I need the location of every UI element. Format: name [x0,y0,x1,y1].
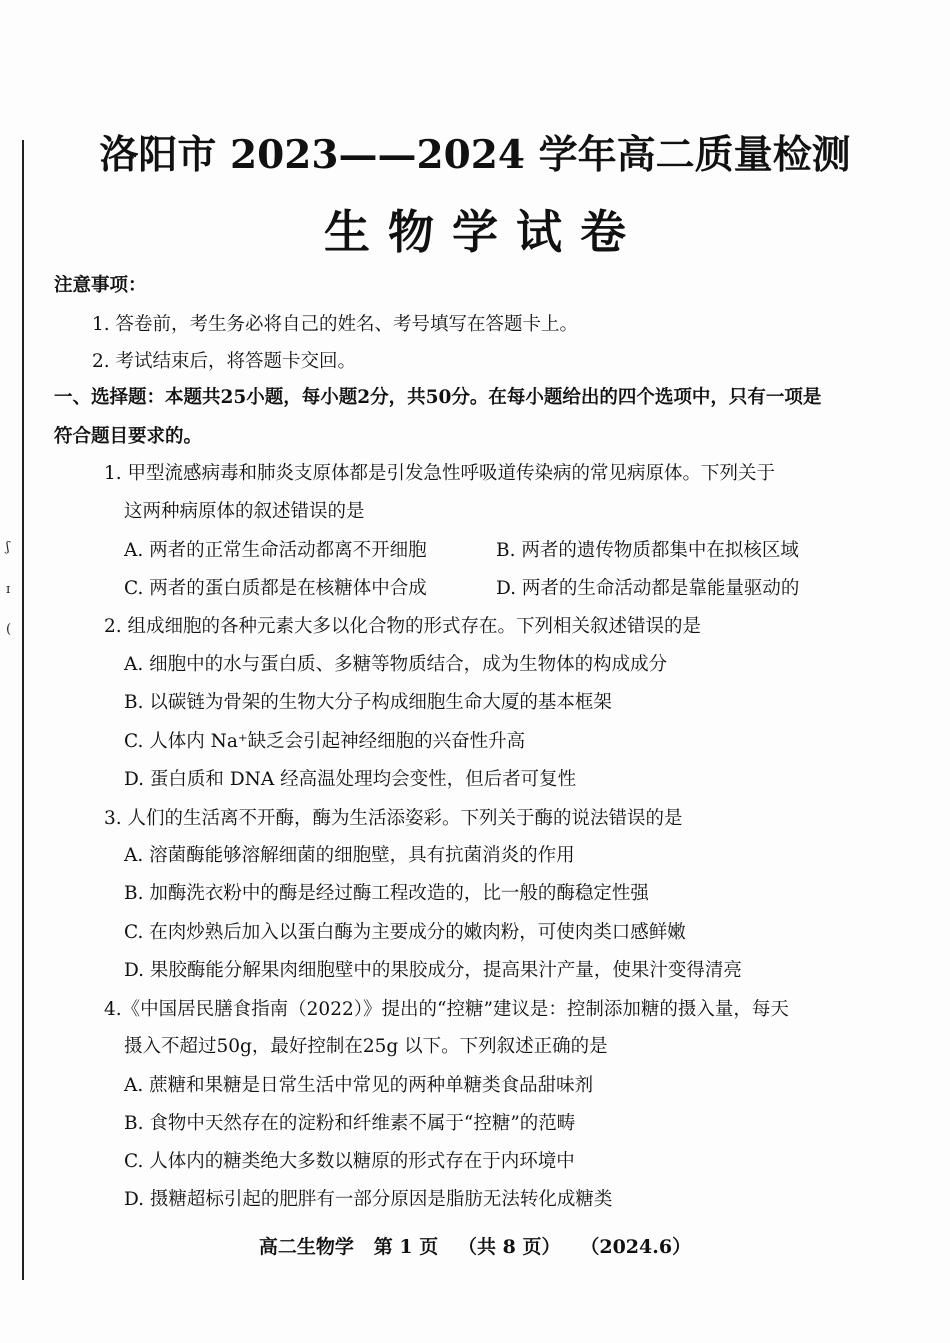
question-1-option-b: B. 两者的遗传物质都集中在拟核区域 [496,540,799,561]
question-4-option-d: D. 摄糖超标引起的肥胖有一部分原因是脂肪无法转化成糖类 [124,1189,613,1210]
page-footer: 高二生物学 第 1 页 （共 8 页） （2024.6） [258,1236,692,1258]
binding-line [22,140,24,1280]
question-2-option-b: B. 以碳链为骨架的生物大分子构成细胞生命大厦的基本框架 [124,692,612,713]
question-1-option-d: D. 两者的生命活动都是靠能量驱动的 [496,578,800,599]
notice-item: 2. 考试结束后，将答题卡交回。 [92,351,357,372]
question-4-stem: 4.《中国居民膳食指南（2022）》提出的“控糖”建议是：控制添加糖的摄入量，每天 [104,999,789,1020]
section-instruction: 一、选择题：本题共25小题，每小题2分，共50分。在每小题给出的四个选项中，只有一项是 [54,387,822,408]
question-3-option-d: D. 果胶酶能分解果肉细胞壁中的果胶成分，提高果汁产量，使果汁变得清亮 [124,960,742,981]
question-3-stem: 3. 人们的生活离不开酶，酶为生活添姿彩。下列关于酶的说法错误的是 [104,808,683,829]
section-instruction: 符合题目要求的。 [54,426,203,447]
notice-item: 1. 答卷前，考生务必将自己的姓名、考号填写在答题卡上。 [92,314,579,335]
question-1-option-a: A. 两者的正常生命活动都离不开细胞 [124,540,427,561]
binding-mark: ɪ [6,582,11,597]
question-2-stem: 2. 组成细胞的各种元素大多以化合物的形式存在。下列相关叙述错误的是 [104,616,702,637]
binding-mark: ( [6,622,12,637]
question-2-option-d: D. 蛋白质和 DNA 经高温处理均会变性，但后者可复性 [124,769,577,790]
question-4-option-b: B. 食物中天然存在的淀粉和纤维素不属于“控糖”的范畴 [124,1113,576,1134]
question-3-option-a: A. 溶菌酶能够溶解细菌的细胞壁，具有抗菌消炎的作用 [124,845,575,866]
exam-subject-title: 生物学试卷 [324,205,644,259]
question-1-stem: 这两种病原体的叙述错误的是 [124,501,365,522]
question-4-option-c: C. 人体内的糖类绝大多数以糖原的形式存在于内环境中 [124,1151,575,1172]
binding-mark: ʃ [6,540,10,555]
question-2-option-a: A. 细胞中的水与蛋白质、多糖等物质结合，成为生物体的构成成分 [124,654,668,675]
question-4-option-a: A. 蔗糖和果糖是日常生活中常见的两种单糖类食品甜味剂 [124,1075,594,1096]
question-4-stem: 摄入不超过50g，最好控制在25g 以下。下列叙述正确的是 [124,1036,608,1057]
question-3-option-c: C. 在肉炒熟后加入以蛋白酶为主要成分的嫩肉粉，可使肉类口感鲜嫩 [124,922,686,943]
question-1-option-c: C. 两者的蛋白质都是在核糖体中合成 [124,578,427,599]
question-1-stem: 1. 甲型流感病毒和肺炎支原体都是引发急性呼吸道传染病的常见病原体。下列关于 [104,463,776,484]
question-3-option-b: B. 加酶洗衣粉中的酶是经过酶工程改造的，比一般的酶稳定性强 [124,883,649,904]
exam-title: 洛阳市 2023——2024 学年高二质量检测 [99,132,851,178]
question-2-option-c: C. 人体内 Na⁺缺乏会引起神经细胞的兴奋性升高 [124,731,526,752]
notice-heading: 注意事项： [54,275,147,296]
